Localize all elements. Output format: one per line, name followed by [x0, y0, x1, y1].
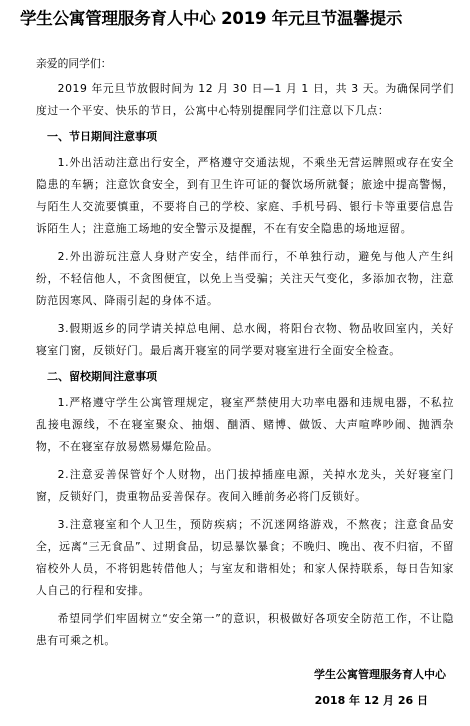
section-1-item-2: 2.外出游玩注意人身财产安全，结伴而行，不单独行动，避免与他人产生纠纷，不轻信他人，不贪图便宜，以免上当受骗；关注天气变化，多添加衣物，注意防范因寒风、降雨引起的身体不适。 [36, 250, 454, 307]
section-2-item-3: 3.注意寝室和个人卫生，预防疾病；不沉迷网络游戏，不熬夜；注意食品安全，远离“三无食品”、过期食品，切忌暴饮暴食；不晚归、晚出、夜不归宿，不留宿校外人员，不将钥匙转借他人；与室友和谐相处；和家人保持联系，每日告知家人自己的行程和安排。 [36, 518, 454, 597]
closing-paragraph: 希望同学们牢固树立“安全第一”的意识，积极做好各项安全防范工作，不让隐患有可乘之机。 [36, 612, 454, 647]
section-2-item-2: 2.注意妥善保管好个人财物，出门拔掉插座电源，关掉水龙头，关好寝室门窗，反锁好门，贵重物品妥善保存。夜间入睡前务必将门反锁好。 [36, 468, 454, 503]
section-2-item-1: 1.严格遵守学生公寓管理规定，寝室严禁使用大功率电器和违规电器，不私拉乱接电源线，不在寝室聚众、抽烟、酗酒、赌博、做饭、大声喧哗吵闹、抛洒杂物，不在寝室存放易燃易爆危险品。 [36, 396, 454, 453]
intro-paragraph: 2019 年元旦节放假时间为 12 月 30 日—1 月 1 日，共 3 天。为确保同学们度过一个平安、快乐的节日，公寓中心特别提醒同学们注意以下几点： [36, 82, 454, 117]
section-1-title: 一、节日期间注意事项 [47, 130, 157, 143]
signature-date: 2018 年 12 月 26 日 [314, 694, 428, 707]
greeting: 亲爱的同学们： [36, 57, 112, 70]
notice-body [36, 78, 454, 658]
section-1-item-3: 3.假期返乡的同学请关掉总电闸、总水阀，将阳台衣物、物品收回室内，关好寝室门窗，反锁好门。最后离开寝室的同学要对寝室进行全面安全检查。 [36, 322, 454, 357]
section-1-item-1: 1.外出活动注意出行安全，严格遵守交通法规，不乘坐无营运牌照或存在安全隐患的车辆；注意饮食安全，到有卫生许可证的餐饮场所就餐；旅途中提高警惕，与陌生人交流要慎重，不要将自己的学校、家庭、手机号码、银行卡等重要信息告诉陌生人；注意施工场地的安全警示及提醒，不在有安全隐患的场地逗留。 [36, 156, 454, 235]
notice-title: 学生公寓管理服务育人中心 2019 年元旦节温馨提示 [20, 9, 403, 28]
signature: 学生公寓管理服务育人中心 [314, 668, 446, 681]
section-2-title: 二、留校期间注意事项 [47, 370, 157, 383]
